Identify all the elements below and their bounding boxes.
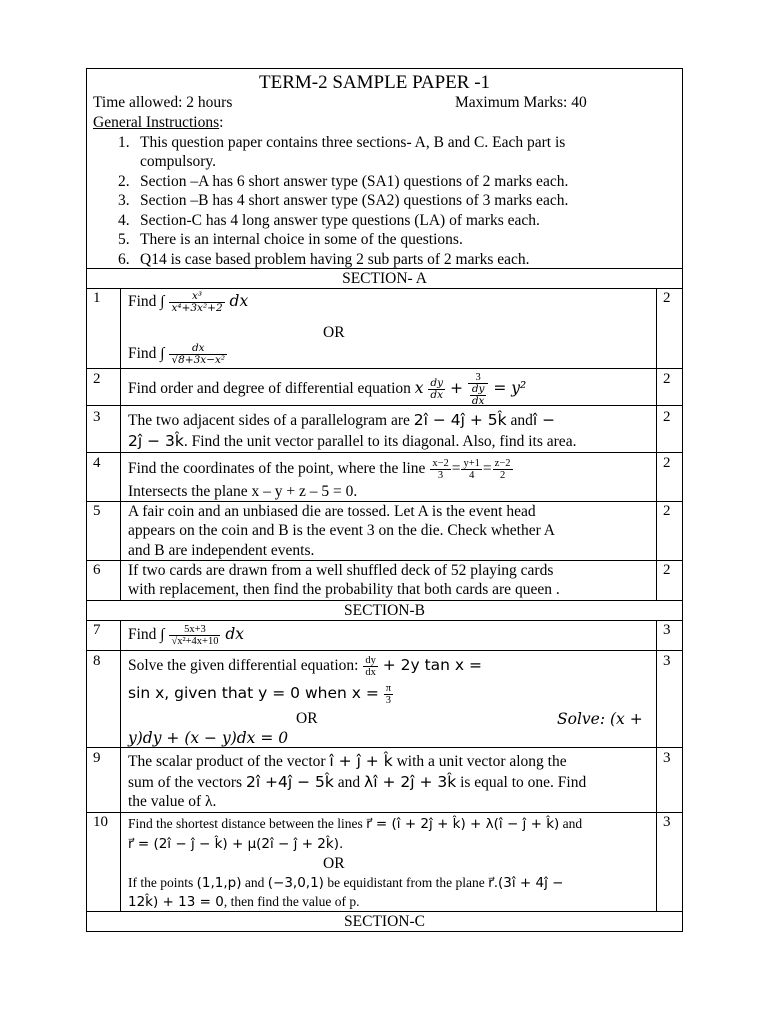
question-marks: 2 <box>663 409 671 425</box>
question-number: 2 <box>93 371 101 387</box>
question-1-alt-integral: Find ∫ $\frac{dx}{\text{√8+3x−x²}}$ <box>128 342 226 366</box>
question-10-line-2: r⃗ = (2î − ĵ − k̂) + μ(2î − ĵ + 2k̂). <box>128 836 344 852</box>
divider <box>87 368 682 369</box>
question-6-line: If two cards are drawn from a well shuffled deck of 52 playing cards <box>128 562 554 579</box>
question-marks: 2 <box>663 290 671 306</box>
question-5-line: A fair coin and an unbiased die are tossed. Let A is the event head <box>128 503 536 520</box>
question-3-line-1: The two adjacent sides of a parallelogram are 2î − 4ĵ + 5k̂ andî − <box>128 411 556 429</box>
question-5-line: appears on the coin and B is the event 3 on the die. Check whether A <box>128 522 555 539</box>
question-marks: 2 <box>663 371 671 387</box>
question-number: 9 <box>93 750 101 766</box>
question-number: 4 <box>93 455 101 471</box>
or-label: OR <box>296 710 318 727</box>
section-b-heading: SECTION-B <box>344 602 425 619</box>
question-marks: 3 <box>663 653 671 669</box>
question-9-line-1: The scalar product of the vector î + ĵ + k̂ with a unit vector along the <box>128 752 567 770</box>
question-8-line-2: sin x, given that y = 0 when x = $\frac{\pi}{3}$ <box>128 683 392 706</box>
question-number: 8 <box>93 653 101 669</box>
question-9-line-2: sum of the vectors 2î +4ĵ − 5k̂ and λî + 2ĵ + 3k̂ is equal to one. Find <box>128 773 587 791</box>
question-7-integral: Find ∫ $\frac{5x+3}{\text{√x²+4x+10}}$ dx <box>128 624 244 647</box>
question-10-alt-line-2: 12k̂) + 13 = 0, then find the value of p. <box>128 894 360 910</box>
instruction-number: 1. <box>118 134 130 151</box>
instructions-heading: General Instructions: <box>93 114 224 131</box>
question-number: 6 <box>93 562 101 578</box>
section-c-heading: SECTION-C <box>344 913 425 930</box>
divider <box>87 452 682 453</box>
question-9-line-3: the value of λ. <box>128 793 217 810</box>
question-3-line-2: 2ĵ − 3k̂. Find the unit vector parallel to its diagonal. Also, find its area. <box>128 432 577 450</box>
question-paper <box>86 68 683 932</box>
question-number: 5 <box>93 503 101 519</box>
maximum-marks: Maximum Marks: 40 <box>455 94 587 111</box>
question-marks: 2 <box>663 562 671 578</box>
question-8-alt-end: y)dy + (x − y)dx = 0 <box>128 729 289 747</box>
question-marks: 3 <box>663 750 671 766</box>
divider <box>87 812 682 813</box>
or-label: OR <box>323 324 345 341</box>
column-divider <box>656 620 657 911</box>
column-divider <box>656 288 657 600</box>
question-number: 3 <box>93 409 101 425</box>
instruction-number: 4. <box>118 212 130 229</box>
instruction-text: This question paper contains three sections- A, B and C. Each part is <box>140 134 566 151</box>
instruction-text: Q14 is case based problem having 2 sub parts of 2 marks each. <box>140 251 530 268</box>
question-number: 10 <box>93 814 108 830</box>
question-5-line: and B are independent events. <box>128 542 315 559</box>
question-6-line: with replacement, then find the probability that both cards are queen . <box>128 581 560 598</box>
question-10-alt-line-1: If the points (1,1,p) and (−3,0,1) be equidistant from the plane r⃗.(3î + 4ĵ − <box>128 875 564 891</box>
question-marks: 2 <box>663 503 671 519</box>
instruction-text: Section –B has 4 short answer type (SA2) questions of 3 marks each. <box>140 192 569 209</box>
question-2-text: Find order and degree of differential equation x $\frac{dy}{dx}$ + $\frac{3}{\frac{dy}{dx}}$ = y² <box>128 372 527 407</box>
question-1-integral: Find ∫ $\frac{\text{x³}}{\text{x⁴+3x²+2}}$ dx <box>128 290 249 314</box>
question-marks: 3 <box>663 814 671 830</box>
instruction-text: Section-C has 4 long answer type questions (LA) of marks each. <box>140 212 540 229</box>
question-8-line-1: Solve the given differential equation: $\frac{dy}{dx}$ + 2y tan x = <box>128 655 482 678</box>
instruction-number: 3. <box>118 192 130 209</box>
or-label: OR <box>323 855 345 872</box>
paper-title: TERM-2 SAMPLE PAPER -1 <box>259 72 491 93</box>
question-marks: 3 <box>663 622 671 638</box>
question-marks: 2 <box>663 455 671 471</box>
column-divider <box>120 620 121 911</box>
time-allowed: Time allowed: 2 hours <box>93 94 233 111</box>
instruction-text: There is an internal choice in some of the questions. <box>140 231 463 248</box>
instruction-number: 5. <box>118 231 130 248</box>
question-number: 7 <box>93 622 101 638</box>
question-number: 1 <box>93 290 101 306</box>
column-divider <box>120 288 121 600</box>
instruction-text: compulsory. <box>140 153 217 170</box>
instruction-text: Section –A has 6 short answer type (SA1) questions of 2 marks each. <box>140 173 569 190</box>
instruction-number: 2. <box>118 173 130 190</box>
question-10-line-1: Find the shortest distance between the lines r⃗ = (î + 2ĵ + k̂) + λ(î − ĵ + k̂) and <box>128 816 583 832</box>
question-8-alt-start: Solve: (x + <box>557 710 643 728</box>
question-4-line-1: Find the coordinates of the point, where the line $\frac{x-2}{3}$ = $\frac{y+1}{4}$ = $\frac{z-2}{2}$ <box>128 458 511 481</box>
divider <box>87 650 682 651</box>
question-4-line-2: Intersects the plane x – y + z – 5 = 0. <box>128 483 358 500</box>
instruction-number: 6. <box>118 251 130 268</box>
section-a-heading: SECTION- A <box>342 270 427 287</box>
